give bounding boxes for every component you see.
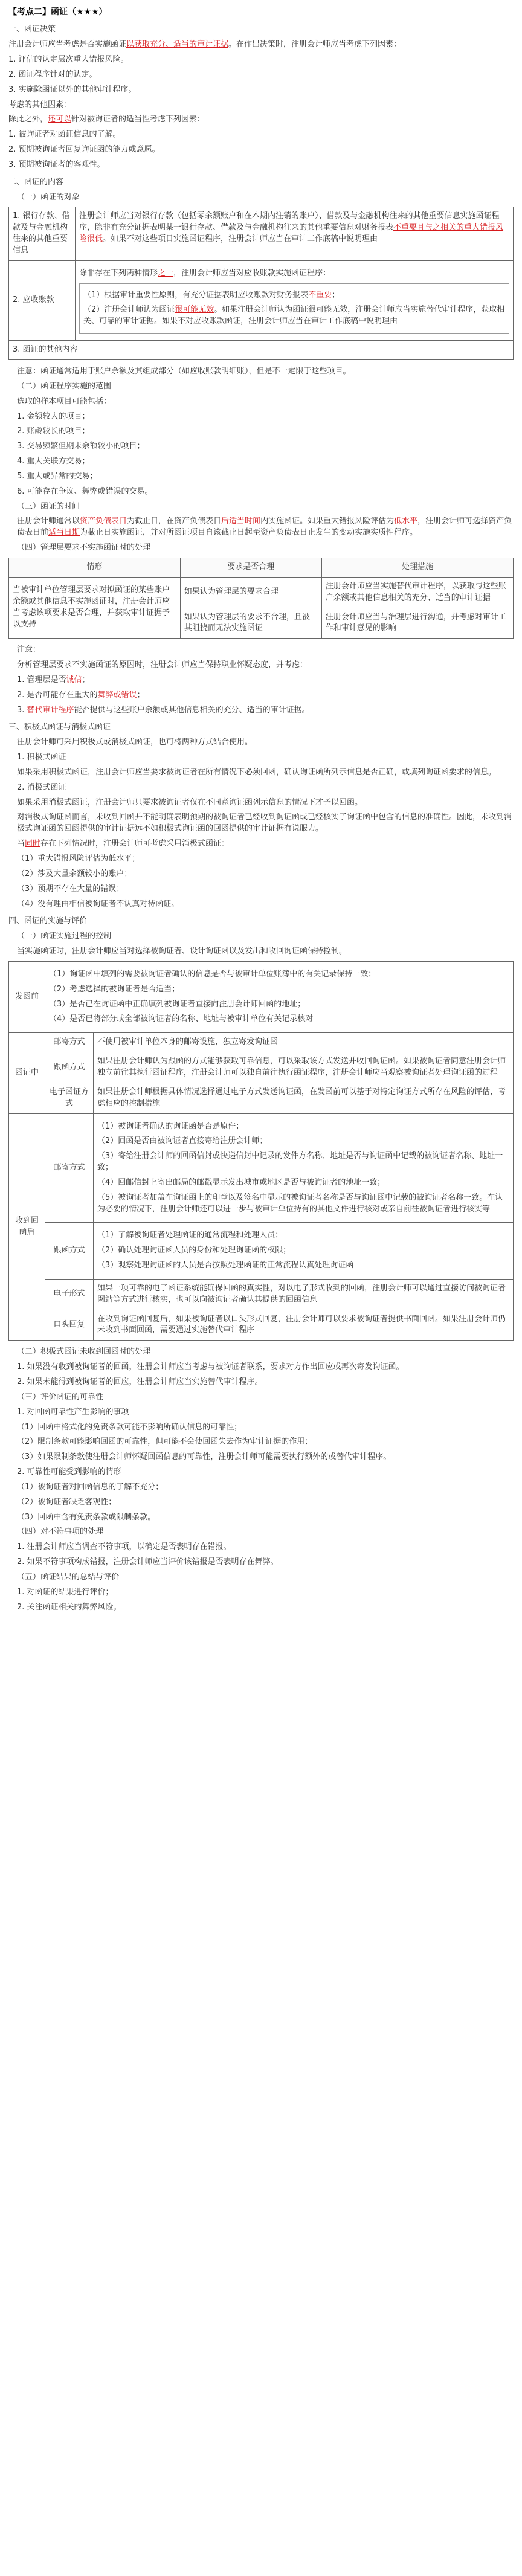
paragraph <box>8 114 514 126</box>
list-item: （3）寄给注册会计师的回函信封或快递信封中记录的发件方名称、地址是否与询证函中记载的被询证者名称、地址一致； <box>97 1151 503 1173</box>
highlight-text: 舞弊或错误 <box>97 690 137 700</box>
list-item: 1. 评估的认定层次重大错报风险。 <box>8 54 129 64</box>
paragraph: 1. 如果没有收到被询证者的回函，注册会计师应当考虑与被询证者联系，要求对方作出回应或再次寄发询证函。 <box>17 1362 404 1372</box>
highlight-text: 适当日期 <box>48 528 80 538</box>
subsection-heading: （五）函证结果的总结与评价 <box>17 1572 120 1582</box>
table-cell: 跟函方式 <box>45 1052 94 1083</box>
subsection-heading: （一）函证实施过程的控制 <box>17 932 112 941</box>
subsection-heading: （二）函证程序实施的范围 <box>17 381 112 391</box>
table-cell: 当被审计单位管理层要求对拟函证的某些账户余额或其他信息不实施函证时，注册会计师应当考虑该项要求是否合理，并获取审计证据予以支持 <box>9 577 181 638</box>
list-item: （1）询证函中填列的需要被询证者确认的信息是否与被审计单位账簿中的有关记录保持一致； <box>49 969 376 979</box>
paragraph <box>8 839 514 850</box>
highlight-text: 之一 <box>158 268 174 278</box>
table-row <box>9 1113 514 1223</box>
column-header: 处理措施 <box>321 558 513 577</box>
table-cell: 口头回复 <box>45 1310 94 1341</box>
table-row <box>9 207 514 260</box>
highlight-text: 后适当时间 <box>221 517 261 526</box>
list-item: 2. 可靠性可能受到影响的情形 <box>17 1467 121 1477</box>
list-item: （1）回函中格式化的免责条款可能不影响所确认信息的可靠性； <box>17 1422 242 1432</box>
list-item: （4）没有理由相信被询证者不认真对待函证。 <box>17 899 179 909</box>
table-row <box>9 1083 514 1113</box>
list-item: 1. 对函证的结果进行评价； <box>17 1587 114 1597</box>
list-item: （1）重大错报风险评估为低水平； <box>17 854 140 864</box>
table-cell: 如果认为管理层的要求合理 <box>180 577 321 608</box>
highlight-text: 很可能无效 <box>175 305 214 315</box>
list-item: 2. 账龄较长的项目； <box>17 427 90 436</box>
highlight-text: 不重要 <box>308 290 332 300</box>
list-item: （3）预期不存在大量的错误； <box>17 884 124 894</box>
subsection-heading: （四）对不符事项的处理 <box>17 1527 104 1537</box>
text: 除此之外， <box>8 115 48 124</box>
text: 当 <box>17 839 25 849</box>
paragraph <box>8 39 514 51</box>
paragraph: 考虑的其他因素： <box>8 100 72 109</box>
text: 存在下列情况时，注册会计师可考虑采用消极式函证： <box>40 839 230 849</box>
text: 注册会计师应当对银行存款（包括零余额账户和在本期内注销的账户）、借款及与金融机构往来的其他重要信息实施函证程序，除非有充分证据表明某一银行存款、借款及与金融机构往来的其他重要信息对财务报表 <box>79 211 500 233</box>
text: ，注册会计师可选择资产负债表日前 <box>17 517 512 538</box>
subsection-heading: 1. 积极式函证 <box>17 753 66 762</box>
table-row <box>9 1310 514 1341</box>
list-item: （3）如果限制条款使注册会计师怀疑回函信息的可靠性，注册会计师可能需要执行额外的或替代审计程序。 <box>17 1452 392 1462</box>
highlight-text: 替代审计程序 <box>27 705 74 715</box>
paragraph: 注册会计师可采用积极式或消极式函证，也可将两种方式结合使用。 <box>17 738 253 747</box>
list-item: 2. 预期被询证者回复询证函的能力或意愿。 <box>8 145 160 155</box>
text: 能否提供与这些账户余额或其他信息相关的充分、适当的审计证据。 <box>74 705 310 715</box>
highlight-text: 诚信 <box>66 675 82 684</box>
highlight-text: 资产负债表日 <box>80 517 127 526</box>
subsection-heading: （三）函证的时间 <box>17 501 80 511</box>
list-item: （3）观察处理询证函的人员是否按照处理函证的正常流程认真处理询证函 <box>97 1261 354 1270</box>
table-cell: 函证中 <box>9 1033 45 1113</box>
text: 1. 管理层是否 <box>17 675 66 684</box>
list-item: 2. 函证程序针对的认定。 <box>8 69 97 79</box>
table-cell: 电子形式 <box>45 1279 94 1310</box>
list-item: 3. 预期被询证者的客观性。 <box>8 159 105 169</box>
table-row <box>9 577 514 608</box>
table-cell: 在收到询证函回复后，如果被询证者以口头形式回复，注册会计师可以要求被询证者提供书面回函。如果注册会计师仍未收到书面回函，需要通过实施替代审计程序 <box>94 1310 514 1341</box>
paragraph: 对消极式询证函而言，未收到回函并不能明确表明预期的被询证者已经收到询证函或已经核实了询证函中包含的信息的准确性。因此，未收到消极式询证函的回函提供的审计证据远不如积极式询证函的回函提供的审计证据有说服力。 <box>17 813 512 834</box>
paragraph: 如果采用积极式函证，注册会计师应当要求被询证者在所有情况下必须回函，确认询证函所列示信息是否正确，或填列询证函要求的信息。 <box>17 767 497 777</box>
table-row <box>9 260 514 340</box>
paragraph: 如果采用消极式函证，注册会计师只要求被询证者仅在不同意询证函列示信息的情况下才予以回函。 <box>17 797 363 807</box>
table-header-row <box>9 558 514 577</box>
list-item: （3）回函中含有免责条款或限制条款。 <box>17 1512 156 1522</box>
table-cell: 如果一项可靠的电子函证系统能确保回函的真实性，对以电子形式收到的回函，注册会计师可以通过直接访问被询证者网站等方式进行核实，也可以向被询证者确认其提供的回函信息 <box>94 1279 514 1310</box>
table-row <box>9 1279 514 1310</box>
section-positive-negative <box>8 722 514 910</box>
section-heading: 一、函证决策 <box>8 25 56 34</box>
table-cell: 发函前 <box>9 961 45 1032</box>
list-item: 4. 重大关联方交易； <box>17 457 90 466</box>
text: 为截止日实施函证，并对所函证项目自该截止日起至资产负债表日止发生的变动实施实质性程序。 <box>80 528 418 538</box>
list-item: （1）了解被询证者处理函证的通常流程和处理人员； <box>97 1231 283 1240</box>
paragraph: 当实施函证时，注册会计师应当对选择被询证者、设计询证函以及发出和收回询证函保持控制。 <box>17 947 347 956</box>
text: 针对被询证者的适当性考虑下列因素： <box>71 115 205 124</box>
list-item: （2）回函是否由被询证者直接寄给注册会计师； <box>97 1136 268 1146</box>
list-item: （2）考虑选择的被询证者是否适当； <box>49 984 180 994</box>
management-request-table <box>8 558 514 639</box>
table-cell: 1. 银行存款、借款及与金融机构往来的其他重要信息 <box>9 207 76 260</box>
highlight-text: 还可以 <box>48 115 72 124</box>
table-cell <box>76 207 514 260</box>
table-cell: 不使用被审计单位本身的邮寄设施，独立寄发询证函 <box>94 1033 514 1052</box>
text: （2）注册会计师认为函证 <box>83 305 175 315</box>
list-item: （3）是否已在询证函中正确填列被询证者直接向注册会计师回函的地址； <box>49 999 306 1009</box>
section-heading: 四、函证的实施与评价 <box>8 916 88 926</box>
list-item: 2. 如果不符事项构成错报，注册会计师应当评价该错报是否表明存在舞弊。 <box>17 1557 279 1567</box>
table-cell: 收到回函后 <box>9 1113 45 1341</box>
text: 除非存在下列两种情形 <box>79 268 158 278</box>
table-cell: 如果注册会计师根据具体情况选择通过电子方式发送询证函，在发函前可以基于对特定询证方式所存在风险的评估，考虑相应的控制措施 <box>94 1083 514 1113</box>
list-item: （2）涉及大量余额较小的账户； <box>17 869 132 878</box>
list-item: 6. 可能存在争议、舞弊或错误的交易。 <box>17 486 153 496</box>
table-row <box>9 961 514 1032</box>
confirmation-objects-table <box>8 207 514 360</box>
list-item: 1. 金额较大的项目； <box>17 411 90 421</box>
confirmation-control-table <box>8 961 514 1341</box>
note: 注意：函证通常适用于账户余额及其组成部分（如应收账款明细账），但是不一定限于这些项目。 <box>17 367 351 376</box>
list-item: （1）被询证者对回函信息的了解不充分； <box>17 1482 164 1492</box>
text: 注册会计师通常以 <box>17 517 80 526</box>
paragraph: 分析管理层要求不实施函证的原因时，注册会计师应当保持职业怀疑态度，并考虑： <box>17 660 308 670</box>
list-item: （4）回邮信封上寄出邮局的邮戳显示发出城市或地区是否与被询证者的地址一致； <box>97 1177 385 1187</box>
note: 注意： <box>17 645 41 655</box>
table-row <box>9 1052 514 1083</box>
text: ； <box>137 690 145 700</box>
list-item: 1. 被询证者对函证信息的了解。 <box>8 130 121 140</box>
section-content <box>8 177 514 716</box>
section-implementation <box>8 916 514 1613</box>
list-item: 2. 关注函证相关的舞弊风险。 <box>17 1602 121 1612</box>
table-cell: 邮寄方式 <box>45 1113 94 1223</box>
text: ； <box>332 290 340 300</box>
subsection-heading: （三）评价函证的可靠性 <box>17 1392 104 1402</box>
table-cell: 注册会计师应当实施替代审计程序，以获取与这些账户余额或其他信息相关的充分、适当的审计证据 <box>321 577 513 608</box>
table-cell <box>76 260 514 340</box>
list-item: （5）被询证者加盖在询证函上的印章以及签名中显示的被询证者名称是否与询证函中记载的被询证者名称一致。在认为必要的情况下，注册会计师还可以进一步与被审计单位持有的其他文件进行核对或亲自前往被询证者进行核实等 <box>97 1193 503 1214</box>
table-row <box>9 1033 514 1052</box>
list-item <box>8 705 514 716</box>
section-decision <box>8 24 514 170</box>
list-item: （2）限制条款可能影响回函的可靠性，但可能不会使回函失去作为审计证据的作用； <box>17 1437 313 1447</box>
subsection-heading: （一）函证的对象 <box>17 192 80 202</box>
paragraph: 选取的样本项目可能包括： <box>17 396 112 406</box>
highlight-text: 以获取充分、适当的审计证据 <box>126 40 229 50</box>
table-cell <box>94 1113 514 1223</box>
table-cell: 注册会计师应当与治理层进行沟通，并考虑对审计工作和审计意见的影响 <box>321 608 513 639</box>
highlight-text: 同时 <box>25 839 41 849</box>
paragraph: 2. 如果未能得到被询证者的回应，注册会计师应当实施替代审计程序。 <box>17 1377 263 1387</box>
table-cell: 如果注册会计师认为跟函的方式能够获取可靠信息，可以采取该方式发送并收回询证函。如果被询证者同意注册会计师独立前往其执行函证程序，注册会计师可以独自前往执行函证程序，注册会计师应当观察被询证者处理询证函的过程 <box>94 1052 514 1083</box>
condition-box <box>79 283 509 335</box>
list-item <box>8 690 514 701</box>
subsection-heading: （二）积极式函证未收到回函时的处理 <box>17 1347 151 1357</box>
table-cell <box>94 1223 514 1280</box>
table-cell: 2. 应收账款 <box>9 260 76 340</box>
list-item: 3. 实施除函证以外的其他审计程序。 <box>8 85 137 94</box>
page-title: 【考点二】函证（★★★） <box>8 7 108 17</box>
text: ，注册会计师应当对应收账款实施函证程序： <box>173 268 331 278</box>
table-cell: 邮寄方式 <box>45 1033 94 1052</box>
table-cell: 电子函证方式 <box>45 1083 94 1113</box>
text: 注册会计师应当考虑是否实施函证 <box>8 40 127 50</box>
table-row <box>9 341 514 360</box>
highlight-text: 低水平 <box>394 517 418 526</box>
table-cell: 跟函方式 <box>45 1223 94 1280</box>
paragraph <box>8 516 514 539</box>
subsection-heading: 2. 消极式函证 <box>17 782 66 792</box>
table-cell <box>45 961 514 1032</box>
table-row <box>9 1223 514 1280</box>
text: ； <box>82 675 90 684</box>
column-header: 要求是否合理 <box>180 558 321 577</box>
text: 。如果注册会计师认为函证很可能无效，注册会计师应当实施替代审计程序，获取相关、可靠的审计证据。如果不对应收账款函证，注册会计师应当在审计工作底稿中说明理由 <box>83 305 505 326</box>
list-item: （1）被询证者确认的询证函是否是原件； <box>97 1121 244 1131</box>
text: 。如果不对这些项目实施函证程序，注册会计师应当在审计工作底稿中说明理由 <box>103 234 378 244</box>
list-item: 1. 注册会计师应当调查不符事项，以确定是否表明存在错报。 <box>17 1542 231 1552</box>
highlight-text: 不重要且与之相关的重大错报风险很低 <box>79 223 504 244</box>
section-heading: 二、函证的内容 <box>8 177 64 187</box>
list-item: 1. 对回函可靠性产生影响的事项 <box>17 1407 129 1417</box>
table-cell: 如果认为管理层的要求不合理，且被其阻挠而无法实施函证 <box>180 608 321 639</box>
text: （1）根据审计重要性原则，有充分证据表明应收账款对财务报表 <box>83 290 309 300</box>
list-item: （4）是否已将部分或全部被询证者的名称、地址与被审计单位有关记录核对 <box>49 1014 314 1024</box>
subsection-heading: （四）管理层要求不实施函证时的处理 <box>17 543 151 553</box>
text: 。在作出决策时，注册会计师应当考虑下列因素： <box>228 40 402 50</box>
list-item: 3. 交易频繁但期末余额较小的项目； <box>17 442 145 451</box>
text: 3. <box>17 705 27 715</box>
text: 内实施函证。如果重大错报风险评估为 <box>260 517 395 526</box>
list-item <box>8 675 514 686</box>
list-item: （2）被询证者缺乏客观性； <box>17 1497 117 1507</box>
text: 2. 是否可能存在重大的 <box>17 690 98 700</box>
column-header: 情形 <box>9 558 181 577</box>
section-heading: 三、积极式函证与消极式函证 <box>8 723 111 732</box>
table-cell: 3. 函证的其他内容 <box>9 341 514 360</box>
text: 为截止日，在资产负债表日 <box>127 517 222 526</box>
list-item: （2）确认处理询证函人员的身份和处理询证函的权限； <box>97 1246 291 1255</box>
list-item: 5. 重大或异常的交易； <box>17 471 98 481</box>
